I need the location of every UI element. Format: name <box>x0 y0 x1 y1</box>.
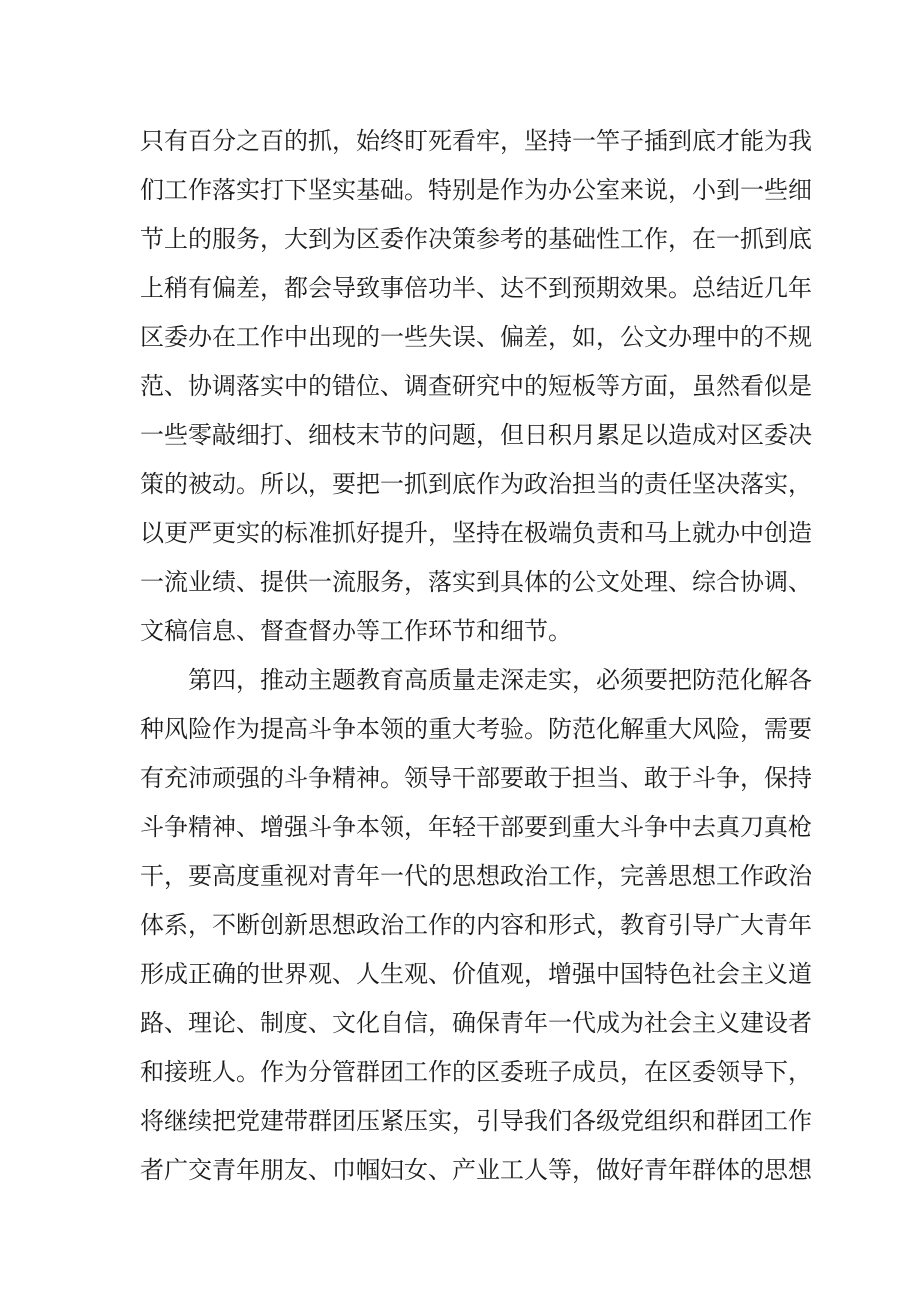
paragraph-2-line-1: 第四，推动主题教育高质量走深走实，必须要把防范化解各 <box>188 666 812 694</box>
paragraph-2-line-8: 路、理论、制度、文化自信，确保青年一代成为社会主义建设者 <box>140 1009 812 1037</box>
paragraph-2-line-3: 有充沛顽强的斗争精神。领导干部要敢于担当、敢于斗争，保持 <box>140 764 812 792</box>
paragraph-2-line-11: 者广交青年朋友、巾帼妇女、产业工人等，做好青年群体的思想 <box>140 1156 812 1184</box>
paragraph-1-line-4: 上稍有偏差，都会导致事倍功半、达不到预期效果。总结近几年 <box>140 274 812 302</box>
paragraph-1-line-6: 范、协调落实中的错位、调查研究中的短板等方面，虽然看似是 <box>140 372 812 400</box>
paragraph-2-line-5: 干，要高度重视对青年一代的思想政治工作，完善思想工作政治 <box>140 862 812 890</box>
paragraph-1-line-2: 们工作落实打下坚实基础。特别是作为办公室来说，小到一些细 <box>140 176 812 204</box>
paragraph-1-line-3: 节上的服务，大到为区委作决策参考的基础性工作，在一抓到底 <box>140 225 812 253</box>
paragraph-2-line-7: 形成正确的世界观、人生观、价值观，增强中国特色社会主义道 <box>140 960 812 988</box>
paragraph-1-line-11: 文稿信息、督查督办等工作环节和细节。 <box>140 617 572 645</box>
paragraph-2-line-6: 体系，不断创新思想政治工作的内容和形式，教育引导广大青年 <box>140 911 812 939</box>
paragraph-1-line-9: 以更严更实的标准抓好提升，坚持在极端负责和马上就办中创造 <box>140 519 812 547</box>
paragraph-1-line-8: 策的被动。所以，要把一抓到底作为政治担当的责任坚决落实， <box>140 470 812 498</box>
paragraph-1-line-1: 只有百分之百的抓，始终盯死看牢，坚持一竿子插到底才能为我 <box>140 127 812 155</box>
paragraph-1-line-7: 一些零敲细打、细枝末节的问题，但日积月累足以造成对区委决 <box>140 421 812 449</box>
paragraph-2-line-4: 斗争精神、增强斗争本领，年轻干部要到重大斗争中去真刀真枪 <box>140 813 812 841</box>
paragraph-1-line-5: 区委办在工作中出现的一些失误、偏差，如，公文办理中的不规 <box>140 323 812 351</box>
paragraph-2-line-9: 和接班人。作为分管群团工作的区委班子成员，在区委领导下， <box>140 1058 812 1086</box>
paragraph-2-line-10: 将继续把党建带群团压紧压实，引导我们各级党组织和群团工作 <box>140 1107 812 1135</box>
paragraph-2-line-2: 种风险作为提高斗争本领的重大考验。防范化解重大风险，需要 <box>140 715 812 743</box>
paragraph-1-line-10: 一流业绩、提供一流服务，落实到具体的公文处理、综合协调、 <box>140 568 812 596</box>
